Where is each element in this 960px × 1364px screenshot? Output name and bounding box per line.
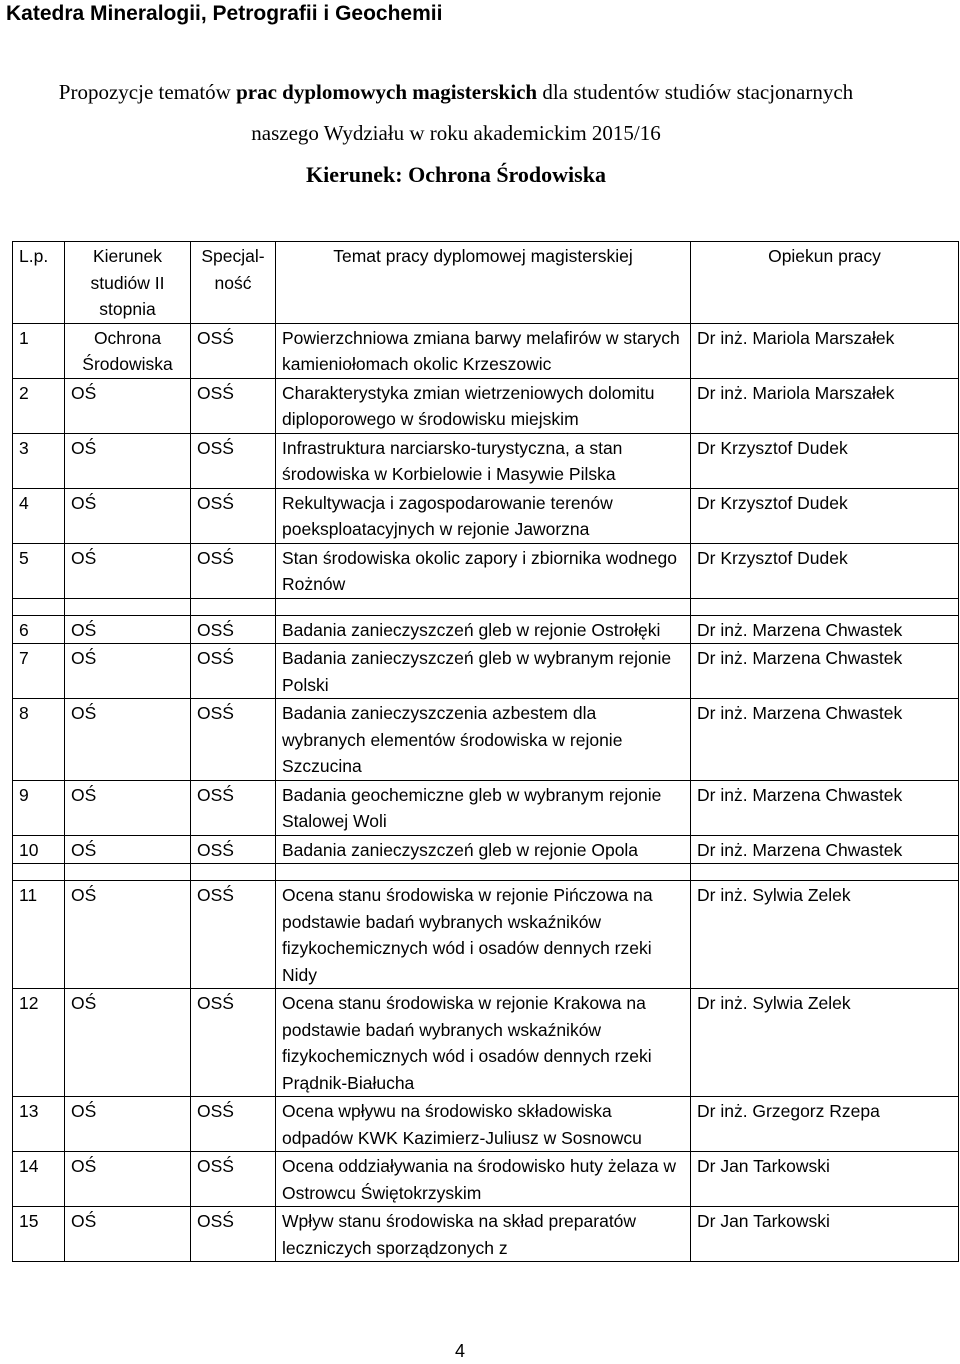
field-of-study-heading: Kierunek: Ochrona Środowiska: [306, 162, 606, 187]
row-specialization: OSŚ: [191, 780, 276, 835]
row-number: 2: [13, 378, 65, 433]
row-specialization: OSŚ: [191, 1152, 276, 1207]
row-supervisor: Dr Jan Tarkowski: [691, 1207, 959, 1262]
table-row: [13, 1152, 959, 1207]
row-supervisor: Dr inż. Marzena Chwastek: [691, 699, 959, 781]
row-supervisor: Dr Krzysztof Dudek: [691, 488, 959, 543]
table-row: [13, 881, 959, 989]
row-specialization: OSŚ: [191, 378, 276, 433]
row-field-of-study: OŚ: [65, 989, 191, 1097]
table-row: [13, 644, 959, 699]
row-specialization: OSŚ: [191, 699, 276, 781]
row-supervisor: Dr inż. Mariola Marszałek: [691, 378, 959, 433]
table-row: [13, 1097, 959, 1152]
table-row: [13, 378, 959, 433]
row-thesis-topic: Badania geochemiczne gleb w wybranym rejonie Stalowej Woli: [276, 780, 691, 835]
row-thesis-topic: Wpływ stanu środowiska na skład preparatów leczniczych sporządzonych z: [276, 1207, 691, 1262]
intro-line-1-start: Propozycje tematów: [58, 80, 237, 104]
table-row: [13, 488, 959, 543]
row-specialization: OSŚ: [191, 835, 276, 864]
row-thesis-topic: Charakterystyka zmian wietrzeniowych dolomitu diploporowego w środowisku miejskim: [276, 378, 691, 433]
row-specialization: OSŚ: [191, 615, 276, 644]
row-supervisor: Dr inż. Mariola Marszałek: [691, 323, 959, 378]
row-field-of-study: OŚ: [65, 835, 191, 864]
row-field-of-study: OŚ: [65, 433, 191, 488]
row-number: 7: [13, 644, 65, 699]
intro-line-1-bold: prac dyplomowych magisterskich: [236, 80, 538, 104]
spacer-cell: [13, 598, 65, 615]
row-number: 1: [13, 323, 65, 378]
row-field-of-study: OŚ: [65, 780, 191, 835]
header-specialization: Specjal-ność: [191, 242, 276, 324]
spacer-cell: [65, 598, 191, 615]
page-number: 4: [455, 1341, 466, 1361]
row-number: 8: [13, 699, 65, 781]
row-thesis-topic: Ocena oddziaływania na środowisko huty żelaza w Ostrowcu Świętokrzyskim: [276, 1152, 691, 1207]
row-supervisor: Dr inż. Marzena Chwastek: [691, 644, 959, 699]
row-specialization: OSŚ: [191, 989, 276, 1097]
table-row: [13, 989, 959, 1097]
row-field-of-study: OŚ: [65, 644, 191, 699]
row-supervisor: Dr inż. Marzena Chwastek: [691, 780, 959, 835]
row-field-of-study: OŚ: [65, 378, 191, 433]
row-thesis-topic: Powierzchniowa zmiana barwy melafirów w starych kamieniołomach okolic Krzeszowic: [276, 323, 691, 378]
row-supervisor: Dr inż. Marzena Chwastek: [691, 615, 959, 644]
row-specialization: OSŚ: [191, 543, 276, 598]
spacer-cell: [65, 864, 191, 881]
table-row: [13, 1207, 959, 1262]
row-supervisor: Dr inż. Marzena Chwastek: [691, 835, 959, 864]
row-specialization: OSŚ: [191, 1207, 276, 1262]
row-supervisor: Dr inż. Grzegorz Rzepa: [691, 1097, 959, 1152]
table-row: [13, 433, 959, 488]
thesis-topics-table: [12, 241, 959, 1262]
row-specialization: OSŚ: [191, 1097, 276, 1152]
row-field-of-study: OŚ: [65, 1207, 191, 1262]
table-header-row: [13, 242, 959, 324]
intro-line-2: naszego Wydziału w roku akademickim 2015/16: [251, 121, 661, 145]
row-field-of-study: OŚ: [65, 488, 191, 543]
row-supervisor: Dr inż. Sylwia Zelek: [691, 881, 959, 989]
spacer-cell: [13, 864, 65, 881]
row-thesis-topic: Ocena stanu środowiska w rejonie Krakowa na podstawie badań wybranych wskaźników fizykochemicznych wód i osadów dennych rzeki Prądnik-Białucha: [276, 989, 691, 1097]
table-row: [13, 615, 959, 644]
department-title: Katedra Mineralogii, Petrografii i Geochemii: [6, 2, 443, 25]
row-supervisor: Dr inż. Sylwia Zelek: [691, 989, 959, 1097]
row-thesis-topic: Ocena stanu środowiska w rejonie Pińczowa na podstawie badań wybranych wskaźników fizykochemicznych wód i osadów dennych rzeki Nidy: [276, 881, 691, 989]
table-row: [13, 835, 959, 864]
row-specialization: OSŚ: [191, 881, 276, 989]
spacer-cell: [191, 864, 276, 881]
row-thesis-topic: Badania zanieczyszczeń gleb w rejonie Ostrołęki: [276, 615, 691, 644]
row-supervisor: Dr Jan Tarkowski: [691, 1152, 959, 1207]
row-field-of-study: OŚ: [65, 543, 191, 598]
row-specialization: OSŚ: [191, 433, 276, 488]
row-supervisor: Dr Krzysztof Dudek: [691, 543, 959, 598]
spacer-cell: [691, 598, 959, 615]
intro-line-1: [0, 80, 912, 105]
row-field-of-study: OŚ: [65, 615, 191, 644]
row-number: 10: [13, 835, 65, 864]
row-supervisor: Dr Krzysztof Dudek: [691, 433, 959, 488]
row-number: 3: [13, 433, 65, 488]
row-number: 4: [13, 488, 65, 543]
spacer-cell: [276, 598, 691, 615]
table-row: [13, 323, 959, 378]
row-specialization: OSŚ: [191, 644, 276, 699]
row-thesis-topic: Badania zanieczyszczenia azbestem dla wybranych elementów środowiska w rejonie Szczucina: [276, 699, 691, 781]
row-number: 12: [13, 989, 65, 1097]
row-thesis-topic: Badania zanieczyszczeń gleb w wybranym rejonie Polski: [276, 644, 691, 699]
row-field-of-study: OŚ: [65, 1152, 191, 1207]
table-row: [13, 543, 959, 598]
row-number: 15: [13, 1207, 65, 1262]
row-field-of-study: OŚ: [65, 1097, 191, 1152]
table-row: [13, 780, 959, 835]
row-field-of-study: OŚ: [65, 881, 191, 989]
spacer-row: [13, 598, 959, 615]
intro-line-1-end: dla studentów studiów stacjonarnych: [537, 80, 854, 104]
row-number: 14: [13, 1152, 65, 1207]
row-number: 5: [13, 543, 65, 598]
header-supervisor: Opiekun pracy: [691, 242, 959, 324]
row-thesis-topic: Infrastruktura narciarsko-turystyczna, a stan środowiska w Korbielowie i Masywie Pilska: [276, 433, 691, 488]
row-thesis-topic: Ocena wpływu na środowisko składowiska odpadów KWK Kazimierz-Juliusz w Sosnowcu: [276, 1097, 691, 1152]
row-specialization: OSŚ: [191, 323, 276, 378]
row-thesis-topic: Rekultywacja i zagospodarowanie terenów poeksploatacyjnych w rejonie Jaworzna: [276, 488, 691, 543]
row-specialization: OSŚ: [191, 488, 276, 543]
row-field-of-study: Ochrona Środowiska: [65, 323, 191, 378]
row-number: 11: [13, 881, 65, 989]
row-number: 6: [13, 615, 65, 644]
header-thesis-topic: Temat pracy dyplomowej magisterskiej: [276, 242, 691, 324]
table-row: [13, 699, 959, 781]
row-field-of-study: OŚ: [65, 699, 191, 781]
row-thesis-topic: Badania zanieczyszczeń gleb w rejonie Opola: [276, 835, 691, 864]
header-field-of-study: Kierunek studiów II stopnia: [65, 242, 191, 324]
row-thesis-topic: Stan środowiska okolic zapory i zbiornika wodnego Rożnów: [276, 543, 691, 598]
row-number: 13: [13, 1097, 65, 1152]
row-number: 9: [13, 780, 65, 835]
spacer-cell: [691, 864, 959, 881]
spacer-row: [13, 864, 959, 881]
header-lp: L.p.: [13, 242, 65, 324]
spacer-cell: [276, 864, 691, 881]
spacer-cell: [191, 598, 276, 615]
